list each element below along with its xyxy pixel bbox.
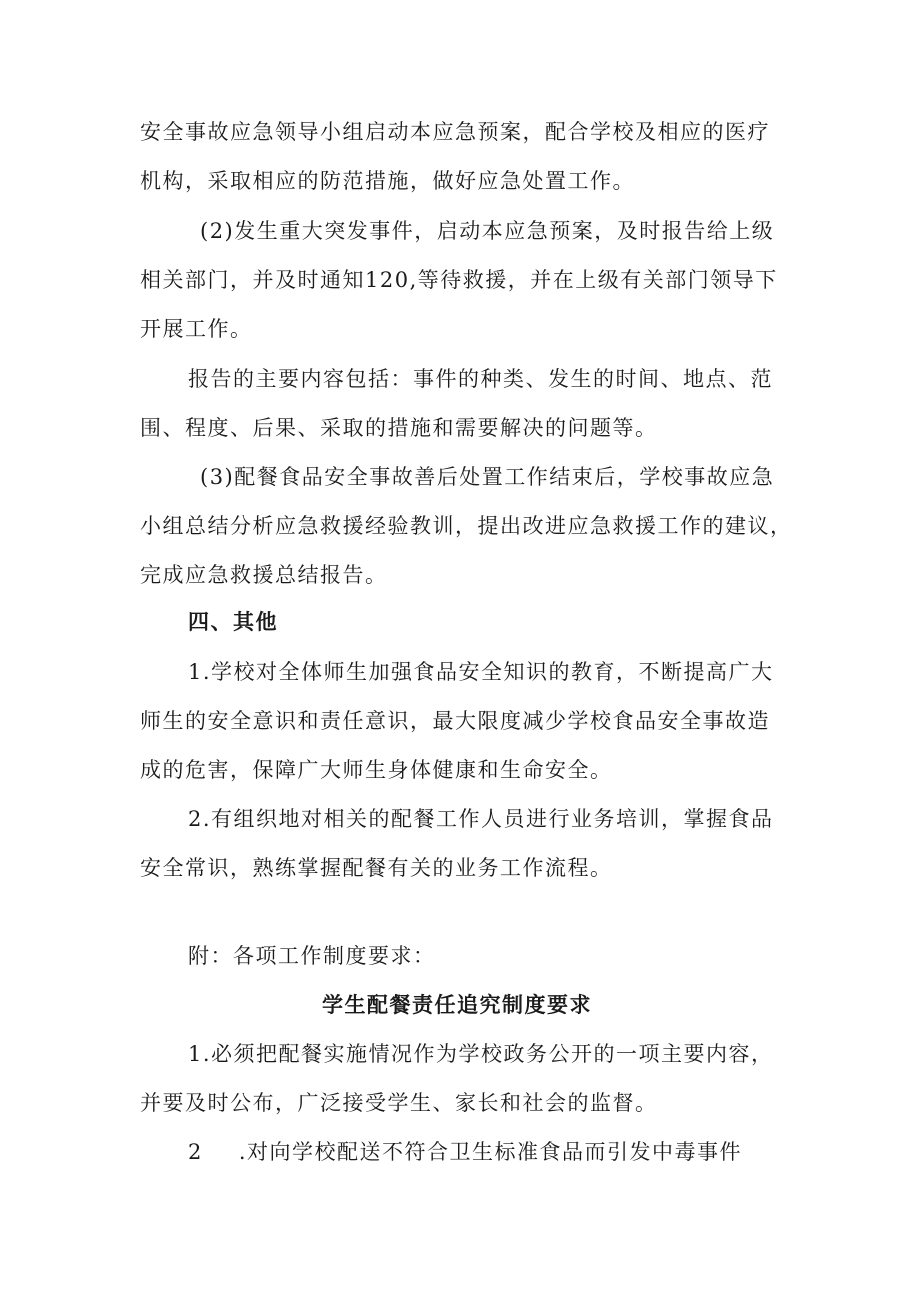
paragraph-line: (2)发生重大突发事件，启动本应急预案，及时报告给上级	[200, 219, 775, 243]
paragraph-line: 成的危害，保障广大师生身体健康和生命安全。	[140, 758, 613, 782]
paragraph-line: 围、程度、后果、采取的措施和需要解决的问题等。	[140, 416, 658, 440]
paragraph-line: 小组总结分析应急救援经验教训，提出改进应急救援工作的建议，	[140, 514, 793, 538]
paragraph-line: 报告的主要内容包括：事件的种类、发生的时间、地点、范	[188, 367, 773, 391]
paragraph-line: 1.学校对全体师生加强食品安全知识的教育，不断提高广大	[188, 660, 774, 684]
paragraph-line: 并要及时公布，广泛接受学生、家长和社会的监督。	[140, 1091, 658, 1115]
paragraph-line: 安全事故应急领导小组启动本应急预案，配合学校及相应的医疗	[140, 120, 770, 144]
appendix-title: 学生配餐责任追究制度要求	[322, 993, 592, 1017]
paragraph-line: 1.必须把配餐实施情况作为学校政务公开的一项主要内容，	[188, 1042, 774, 1066]
paragraph-line: 安全常识，熟练掌握配餐有关的业务工作流程。	[140, 856, 613, 880]
paragraph-line: 完成应急救援总结报告。	[140, 563, 388, 587]
paragraph-line: 开展工作。	[140, 317, 253, 341]
paragraph-line: 师生的安全意识和责任意识，最大限度减少学校食品安全事故造	[140, 709, 770, 733]
section-heading: 四、其他	[188, 610, 278, 634]
item-text: .对向学校配送不符合卫生标准食品而引发中毒事件	[238, 1140, 743, 1164]
paragraph-line: 机构，采取相应的防范措施，做好应急处置工作。	[140, 169, 635, 193]
paragraph-line: 相关部门，并及时通知120,等待救援，并在上级有关部门领导下	[140, 268, 778, 292]
appendix-intro: 附：各项工作制度要求：	[188, 944, 436, 968]
paragraph-line: (3)配餐食品安全事故善后处置工作结束后，学校事故应急	[200, 465, 775, 489]
paragraph-line: 2.有组织地对相关的配餐工作人员进行业务培训，掌握食品	[188, 807, 774, 831]
paragraph-line	[188, 1136, 742, 1166]
item-number: 2	[188, 1140, 203, 1164]
